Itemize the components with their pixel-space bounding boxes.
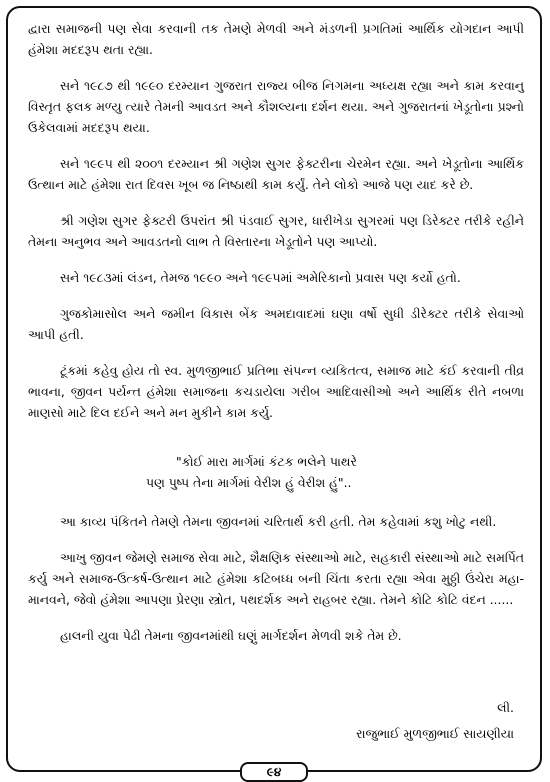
poem-line-2: પણ પુષ્પ તેના માર્ગમાં વેરીશ હું વેરીશ હું".. (146, 475, 352, 490)
paragraph-6: ગુજકોમાસોલ અને જમીન વિકાસ બેંક અમદાવાદમાં ઘણા વર્ષો સુધી ડીરેક્ટર તરીકે સેવાઓ આપી હતી. (28, 306, 524, 342)
signature-name: રાજુભાઈ મુળજીભાઈ સાયણીયા (356, 726, 514, 741)
paragraph-3: સને ૧૯૯૫ થી ૨૦૦૧ દરમ્યાન શ્રી ગણેશ સુગર ફેક્ટરીના ચેરમેન રહ્યા. અને ખેડૂતોના આર્થિક ઉત્થાન માટે હંમેશા રાત દિવસ ખૂબ જ નિષ્ઠાથી કામ કર્યું. તેને લોકો આજે પણ યાદ કરે છે. (28, 156, 524, 192)
paragraph-2: સને ૧૯૮૭ થી ૧૯૯૦ દરમ્યાન ગુજરાત રાજ્ય બીજ નિગમના અધ્યક્ષ રહ્યા અને કામ કરવાનુ વિસ્તૃત ફલક મળ્યુ ત્યારે તેમની આવડત અને કૌશલ્યના દર્શન થયા. અને ગુજરાતનાં ખેડૂતોના પ્રશ્નો ઉકેલવામાં મદદરૂપ થયા. (28, 78, 524, 135)
document-body (28, 18, 524, 661)
poem-quote (146, 451, 524, 493)
poem-line-1: "કોઈ મારા માર્ગમાં કંટક ભલેને પાથરે (176, 454, 357, 469)
paragraph-9: આખુ જીવન જેમણે સમાજ સેવા માટે, શૈક્ષણિક સંસ્થાઓ માટે, સહકારી સંસ્થાઓ માટે સમર્પિત કર્યુ અને સમાજ-ઉત્કર્ષ-ઉત્થાન માટે હંમેશા કટિબધ્ધ બની ચિંતા કરતા રહ્યા એવા મુઠ્ઠી ઉંચેરા મહા-માનવને, જેવો હંમેશા આપણા પ્રેરણા સ્ત્રોત, પથદર્શક અને રાહબર રહ્યા. તેમને કોટિ કોટિ વંદન ...... (28, 550, 524, 607)
paragraph-8: આ કાવ્ય પંકિતને તેમણે તેમના જીવનમાં ચરિતાર્થ કરી હતી. તેમ કહેવામાં કશુ ખોટુ નથી. (60, 514, 497, 529)
signature-prefix: લી. (497, 700, 514, 715)
paragraph-4: શ્રી ગણેશ સુગર ફેક્ટરી ઉપરાંત શ્રી પંડવાઈ સુગર, ધારીખેડા સુગરમાં પણ ડિરેક્ટર તરીકે રહીને તેમના અનુભવ અને આવડતનો લાભ તે વિસ્તારના ખેડૂતોને પણ આપ્યો. (28, 213, 524, 249)
page-number: ૯૪ (240, 762, 308, 782)
paragraph-7: ટૂંકમાં કહેવુ હોય તો સ્વ. મુળજીભાઈ પ્રતિભા સંપન્ન વ્યકિતત્વ, સમાજ માટે કંઈ કરવાની તીવ્ર ભાવના, જીવન પર્યન્ત હંમેશા સમાજના કચડાયેલા ગરીબ આદિવાસીઓ અને આર્થિક રીતે નબળા માણસો માટે દિલ દઈને અને મન મુકીને કામ કર્યુ. (28, 363, 524, 420)
paragraph-5: સને ૧૯૮૩માં લંડન, તેમજ ૧૯૯૦ અને ૧૯૯૫માં અમેરિકાનો પ્રવાસ પણ કર્યો હતો. (60, 270, 461, 285)
paragraph-10: હાલની યુવા પેઢી તેમના જીવનમાંથી ઘણું માર્ગદર્શન મેળવી શકે તેમ છે. (60, 628, 402, 643)
paragraph-1: દ્વારા સમાજની પણ સેવા કરવાની તક તેમણે મેળવી અને મંડળની પ્રગતિમાં આર્થિક યોગદાન આપી હંમેશા મદદરૂપ થતા રહ્યા. (28, 21, 524, 57)
